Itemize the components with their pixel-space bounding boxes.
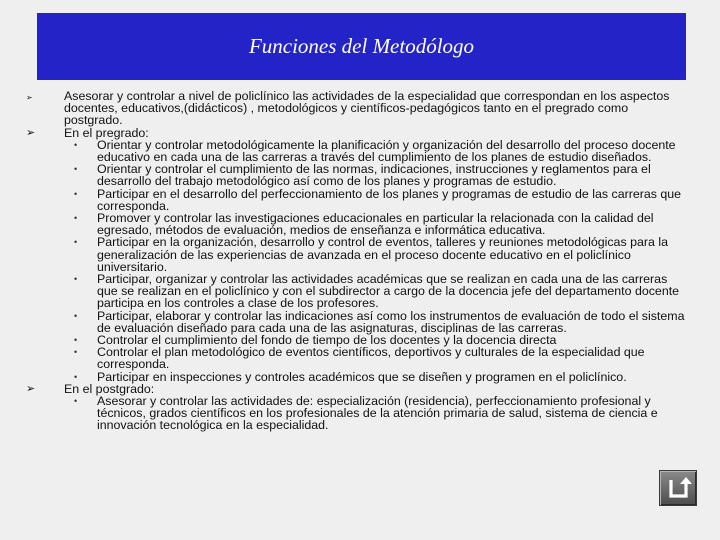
dot-bullet-icon: •	[74, 347, 78, 358]
list-item	[10, 163, 690, 187]
dot-bullet-icon: •	[74, 396, 78, 407]
list-item-text: Promover y controlar las investigaciones educacionales en particular la relacionada con la calidad del egresado, métodos de evaluación, medios de enseñanza e informática educativa.	[97, 211, 654, 238]
dot-bullet-icon: •	[74, 274, 78, 285]
section-asesorar	[10, 90, 690, 127]
list-item-text: Orientar y controlar el cumplimiento de las normas, indicaciones, instrucciones y reglamentos para el desarrollo del trabajo metodológico así como de los planes y programas de estudio.	[97, 162, 651, 189]
list-item	[10, 346, 690, 370]
list-item-text: Participar, elaborar y controlar las indicaciones así como los instrumentos de evaluación de todo el sistema de evaluación diseñado para cada una de las asignaturas, disciplinas de las carreras.	[97, 308, 685, 335]
list-item-text: Orientar y controlar metodológicamente la planificación y organización del desarrollo del proceso docente educativo en cada una de las carreras a través del cumplimiento de los planes de estudio diseñados.	[97, 137, 676, 165]
section-heading: En el postgrado:	[64, 381, 155, 396]
list-item-text: Participar en el desarrollo del perfeccionamiento de los planes y programas de estudio de las carreras que corresponda.	[97, 186, 682, 213]
return-button[interactable]	[659, 470, 697, 506]
list-item-text: Participar en la organización, desarrollo y control de eventos, talleres y reuniones metodológicas para la generalización de las experiencias de avanzada en el proceso docente educativo en el policlínico universitario.	[97, 235, 668, 274]
list-item-text: Controlar el plan metodológico de eventos científicos, deportivos y culturales de la especialidad que corresponda.	[97, 345, 645, 372]
title-bar	[37, 13, 686, 80]
list-item	[10, 236, 690, 273]
list-item	[10, 273, 690, 310]
dot-bullet-icon: •	[74, 139, 78, 150]
list-item-text: Asesorar y controlar las actividades de: especialización (residencia), perfeccionamiento profesional y técnicos, grados científicos en los profesionales de la atención primaria de salud, sistema de ciencia e innovación tecnológica en la especialidad.	[97, 394, 658, 433]
return-arrow-icon	[660, 471, 696, 505]
arrow-bullet-icon: ➢	[26, 382, 36, 395]
list-item	[10, 395, 690, 432]
dot-bullet-icon: •	[74, 371, 78, 382]
arrow-bullet-icon: ➢	[26, 126, 36, 139]
slide-title: Funciones del Metodólogo	[248, 34, 475, 58]
dot-bullet-icon: •	[74, 164, 78, 175]
dot-bullet-icon: •	[74, 237, 78, 248]
arrow-bullet-icon: ➢	[26, 93, 33, 102]
dot-bullet-icon: •	[74, 335, 78, 346]
dot-bullet-icon: •	[74, 310, 78, 321]
list-item-text: Controlar el cumplimiento del fondo de tiempo de los docentes y la docencia directa	[97, 333, 557, 348]
list-item-text: Participar en inspecciones y controles académicos que se diseñen y programen en el policlínico.	[97, 369, 627, 384]
list-item-text: Participar, organizar y controlar las actividades académicas que se realizan en cada una de las carreras que se realizan en el policlínico y con el subdirector a cargo de la docencia jefe del departamento docente participa en los controles a clase de los profesores.	[97, 272, 680, 311]
section-heading: En el pregrado:	[64, 125, 149, 140]
list-item	[10, 188, 690, 212]
dot-bullet-icon: •	[74, 188, 78, 199]
list-item	[10, 212, 690, 236]
content-list	[10, 90, 690, 432]
list-item	[10, 310, 690, 334]
list-item	[10, 139, 690, 163]
section-text: Asesorar y controlar a nivel de policlínico las actividades de la especialidad que correspondan en los aspectos docentes, educativos,(didácticos) , metodológicos y científicos-pedagógicos tanto en el pregrado como postgrado.	[64, 89, 670, 128]
dot-bullet-icon: •	[74, 213, 78, 224]
